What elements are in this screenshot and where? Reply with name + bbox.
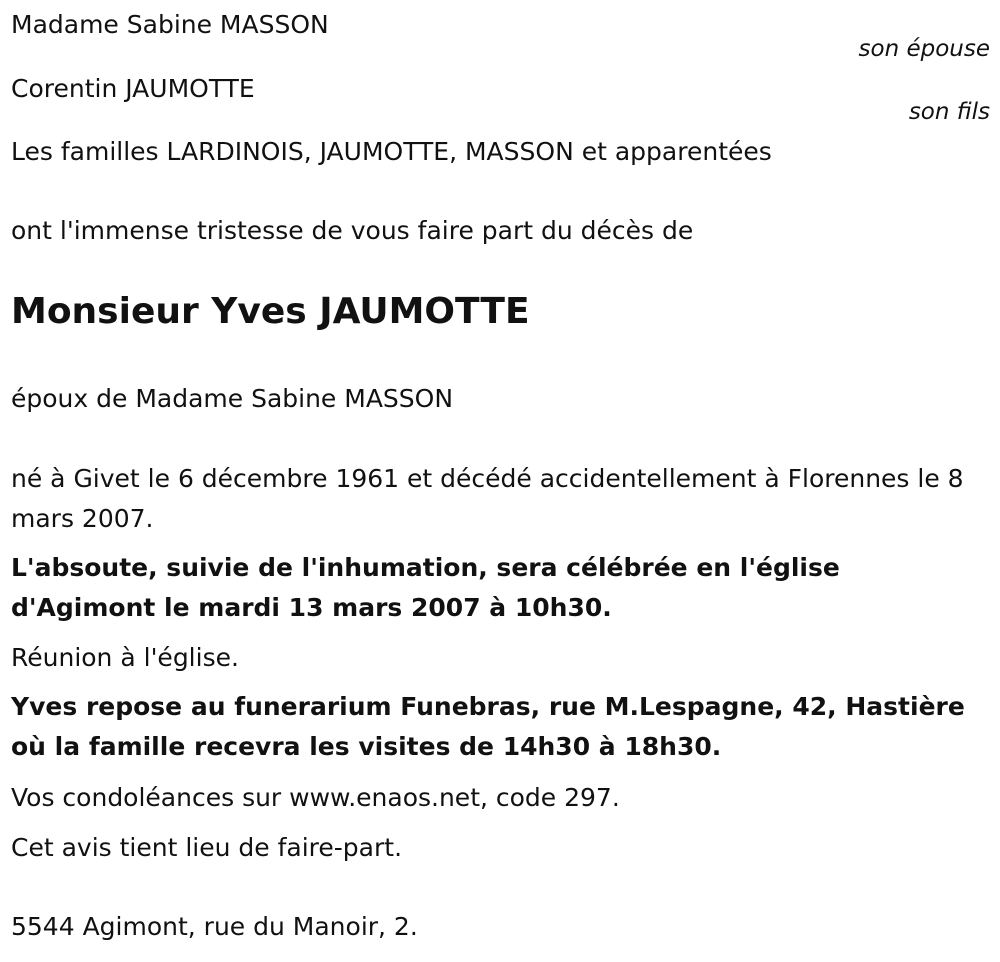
relation-spouse-label: son épouse: [858, 36, 990, 62]
ceremony-text: L'absoute, suivie de l'inhumation, sera célébrée en l'église d'Agimont le mardi 13 mars 2007 à 10h30.: [11, 553, 840, 622]
spouse-line: époux de Madame Sabine MASSON: [11, 384, 454, 413]
meeting-text: Réunion à l'église.: [11, 643, 239, 672]
announcement-text: ont l'immense tristesse de vous faire part du décès de: [11, 216, 694, 245]
deceased-name: Monsieur Yves JAUMOTTE: [11, 291, 530, 332]
address-text: 5544 Agimont, rue du Manoir, 2.: [11, 912, 418, 941]
visitation-text: Yves repose au funerarium Funebras, rue M.Lespagne, 42, Hastière où la famille recevra les visites de 14h30 à 18h30.: [11, 692, 965, 761]
family-members-others: Les familles LARDINOIS, JAUMOTTE, MASSON et apparentées: [11, 137, 772, 166]
relation-son-label: son fils: [908, 99, 990, 125]
family-member-son: Corentin JAUMOTTE: [11, 74, 255, 103]
notice-text: Cet avis tient lieu de faire-part.: [11, 833, 403, 862]
family-member-spouse: Madame Sabine MASSON: [11, 10, 329, 39]
condolences-text: Vos condoléances sur www.enaos.net, code 297.: [11, 783, 620, 812]
birth-death-text: né à Givet le 6 décembre 1961 et décédé accidentellement à Florennes le 8 mars 2007.: [11, 464, 964, 533]
